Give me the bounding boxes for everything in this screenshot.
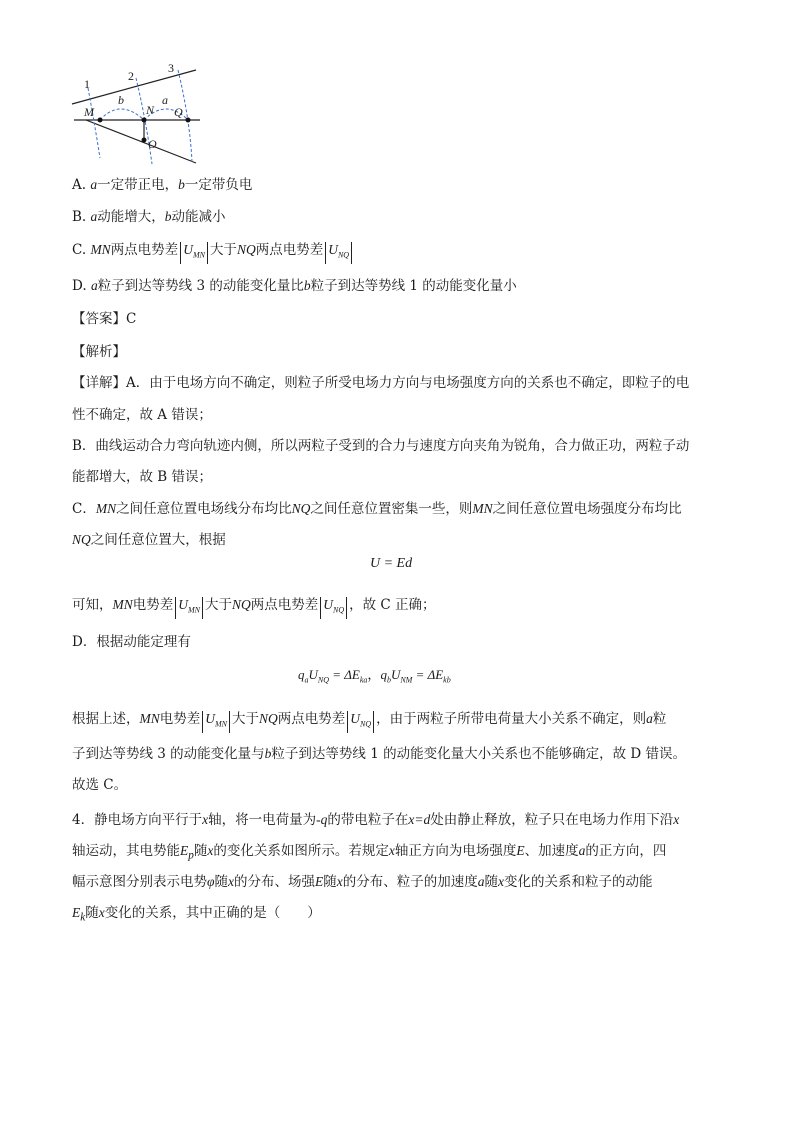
- formula-u-ed: U = Ed: [370, 556, 413, 571]
- detail-c-line3: 可知，MN电势差 $U_{MN}$ 大于NQ两点电势差 $U_{NQ}$ ，故 C 正确；: [72, 593, 436, 619]
- option-d: D. a粒子到达等势线 3 的动能变化量比b粒子到达等势线 1 的动能变化量小: [72, 278, 517, 294]
- detail-d-line3: 根据上述，MN电势差 $U_{MN}$ 大于NQ两点电势差 $U_{NQ}$ ，由于两粒子所带电荷量大小关系不确定，则a粒: [72, 707, 666, 733]
- conclusion: 故选 C。: [72, 777, 128, 793]
- label-o: O: [148, 137, 157, 151]
- label-b: b: [118, 93, 124, 107]
- field-line-diagram: [66, 58, 206, 168]
- label-n: N: [146, 103, 155, 117]
- trajectory-b: [100, 109, 144, 120]
- lower-field-line: [86, 120, 196, 163]
- option-c: C. MN两点电势差 $U_{MN}$ 大于NQ两点电势差 $U_{NQ}$: [72, 238, 354, 264]
- detail-a-line2: 性不确定，故 A 错误；: [72, 407, 212, 423]
- detail-b-line2: 能都增大，故 B 错误；: [72, 469, 213, 485]
- q4-line3: 幅示意图分别表示电势φ随x的分布、场强E随x的分布、粒子的加速度a随x变化的关系和粒子的动能: [72, 874, 653, 890]
- label-line-2: 2: [128, 69, 134, 83]
- upper-field-line: [72, 70, 196, 104]
- point-n: [142, 118, 147, 123]
- detail-a-line1: 【详解】A．由于电场方向不确定，则粒子所受电场力方向与电场强度方向的关系也不确定，即粒子的电: [72, 375, 690, 391]
- label-a: a: [162, 93, 168, 107]
- option-b: B. a动能增大，b动能减小: [72, 209, 226, 225]
- option-a: A. a一定带正电，b一定带负电: [72, 177, 253, 193]
- analysis-label: 【解析】: [72, 344, 126, 360]
- point-o: [142, 138, 147, 143]
- formula-kinetic-energy: $q_aU_{NQ} = \Delta E_{ka}$，$q_bU_{NM} = \Delta E_{kb}$: [298, 667, 451, 685]
- label-line-1: 1: [84, 77, 90, 91]
- q4-line2: 轴运动，其电势能$E_p$随x的变化关系如图所示。若规定x轴正方向为电场强度E、加速度a的正方向，四: [72, 843, 667, 862]
- detail-c-line2: NQ之间任意位置大，根据: [72, 532, 226, 548]
- q4-line1: 4．静电场方向平行于x轴，将一电荷量为-q的带电粒子在x=d处由静止释放，粒子只在电场力作用下沿x: [72, 812, 680, 828]
- detail-c-line1: C．MN之间任意位置电场线分布均比NQ之间任意位置密集一些，则MN之间任意位置电场强度分布均比: [72, 501, 682, 517]
- detail-b-line1: B．曲线运动合力弯向轨迹内侧，所以两粒子受到的合力与速度方向夹角为锐角，合力做正功，两粒子动: [72, 438, 690, 454]
- detail-d-line1: D．根据动能定理有: [72, 634, 191, 650]
- answer-label: 【答案】: [72, 311, 126, 327]
- detail-d-line4: 子到达等势线 3 的动能变化量与b粒子到达等势线 1 的动能变化量大小关系也不能够确定，故 D 错误。: [72, 746, 686, 762]
- q4-line4: $E_k$随x变化的关系，其中正确的是（ ）: [72, 905, 321, 924]
- point-m: [98, 118, 103, 123]
- label-line-3: 3: [168, 61, 174, 75]
- label-m: M: [84, 105, 94, 119]
- label-q: Q: [174, 105, 183, 119]
- point-q: [186, 118, 191, 123]
- answer-value: C: [126, 311, 137, 327]
- answer-line: [72, 307, 136, 327]
